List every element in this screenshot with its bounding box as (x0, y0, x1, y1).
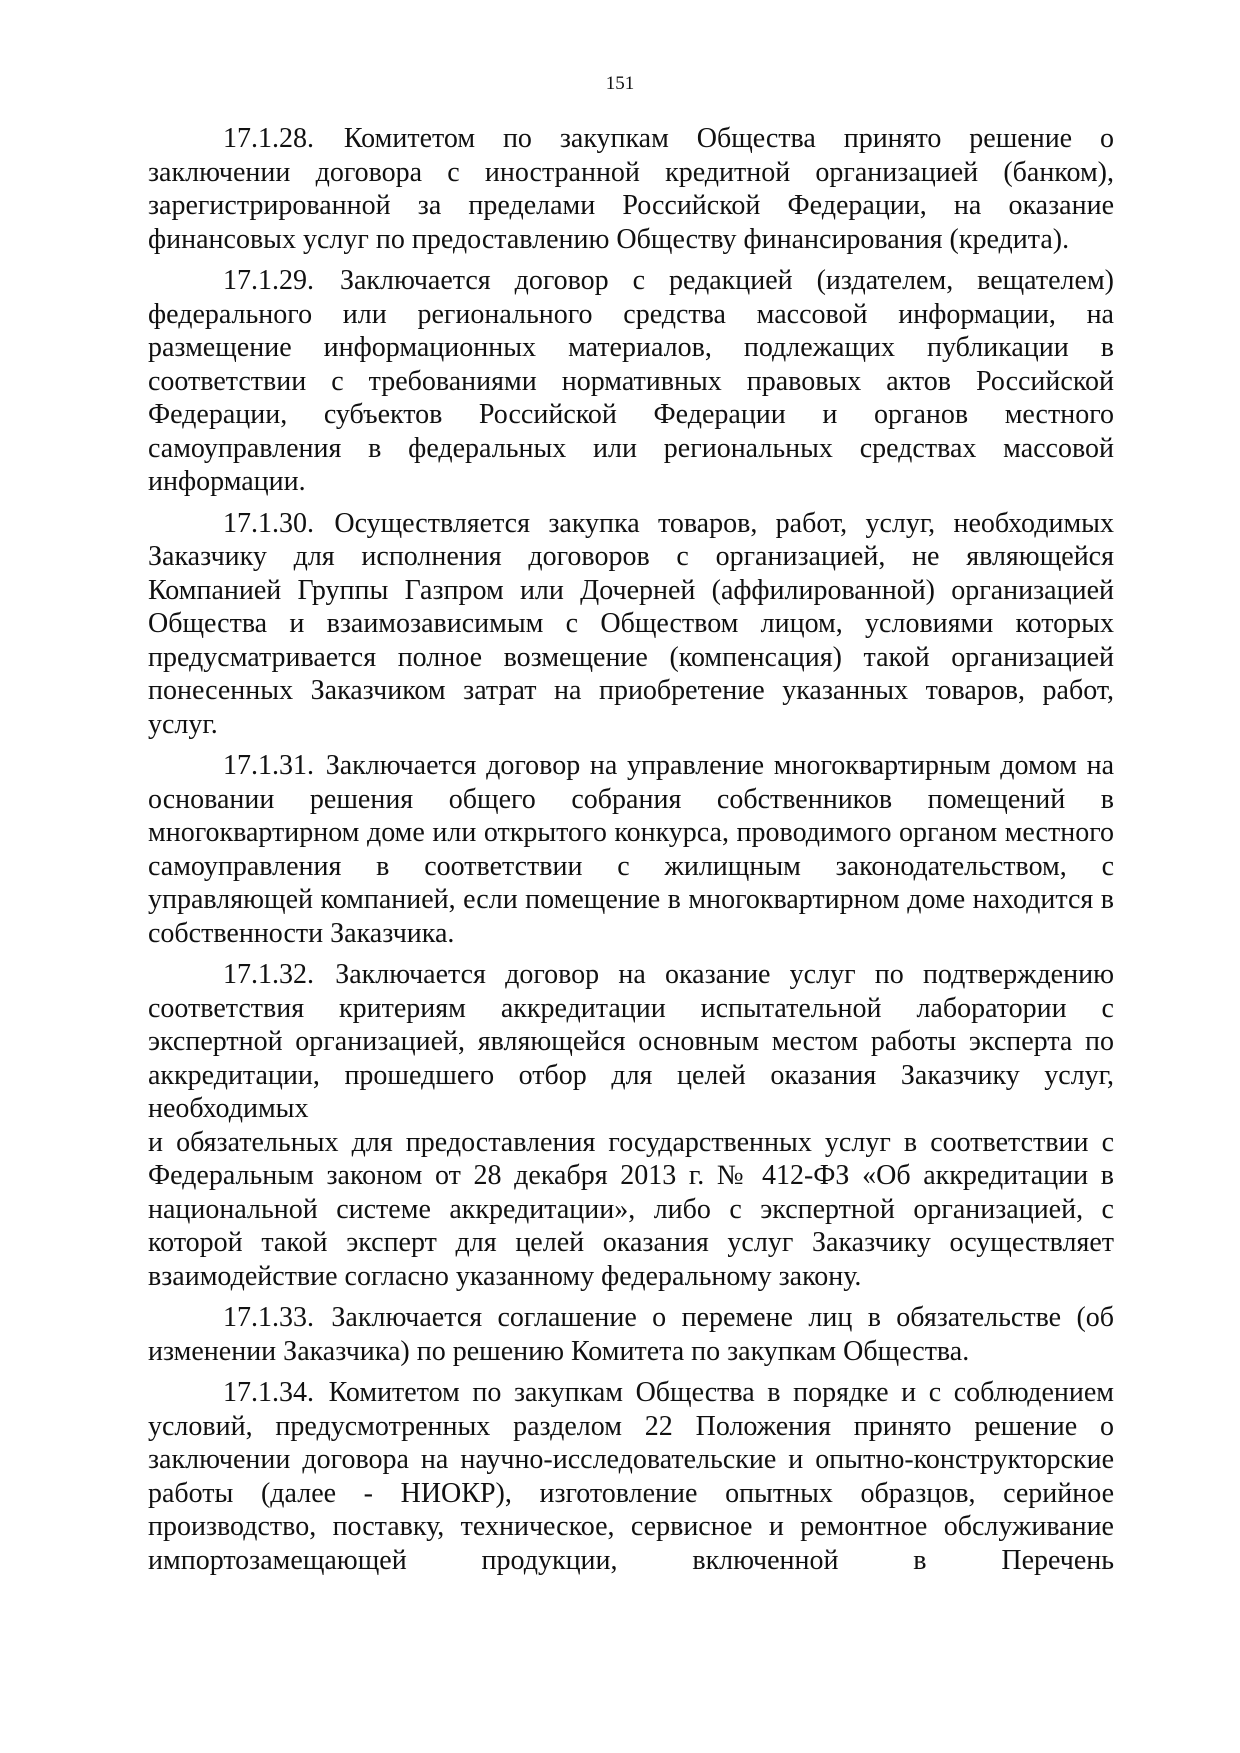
clause-number: 17.1.29. (223, 265, 314, 296)
clause-text: Заключается договор с редакцией (издателем, вещателем) федерального или регионального средства массовой информации, на размещение информационных материалов, подлежащих публикации в соответствии с требованиями нормативных правовых актов Российской Федерации, субъектов Российской Федерации и органов местного самоуправления в федеральных или региональных средствах массовой информации. (148, 265, 1114, 497)
clause-text: Осуществляется закупка товаров, работ, услуг, необходимых Заказчику для исполнения договоров с организацией, не являющейся Компанией Группы Газпром или Дочерней (аффилированной) организацией Общества и взаимозависимым с Обществом лицом, условиями которых предусматривается полное возмещение (компенсация) такой организацией понесенных Заказчиком затрат на приобретение указанных товаров, работ, услуг. (148, 507, 1114, 740)
clause-number: 17.1.33. (223, 1302, 314, 1333)
clause-number: 17.1.34. (223, 1377, 314, 1408)
clause-number: 17.1.32. (223, 959, 314, 990)
paragraph-17-1-33 (148, 1301, 1114, 1368)
clause-text: Комитетом по закупкам Общества принято решение о заключении договора с иностранной кредитной организацией (банком), зарегистрированной за пределами Российской Федерации, на оказание финансовых услуг по предоставлению Обществу финансирования (кредита). (148, 123, 1114, 255)
clause-text-continuation: и обязательных для предоставления государственных услуг в соответствии с Федеральным законом от 28 декабря 2013 г. № 412-ФЗ «Об аккредитации в национальной системе аккредитации», либо с экспертной организацией, с которой такой эксперт для целей оказания услуг Заказчику осуществляет взаимодействие согласно указанному федеральному закону. (148, 1126, 1114, 1292)
page-number: 151 (605, 73, 635, 94)
document-body (148, 122, 1114, 1585)
clause-text: Заключается договор на оказание услуг по подтверждению соответствия критериям аккредитации испытательной лаборатории с экспертной организацией, являющейся основным местом работы эксперта по аккредитации, прошедшего отбор для целей оказания Заказчику услуг, необходимых (148, 959, 1115, 1124)
paragraph-17-1-30 (148, 507, 1114, 742)
clause-text: Комитетом по закупкам Общества в порядке и с соблюдением условий, предусмотренных разделом 22 Положения принято решение о заключении договора на научно-исследовательские и опытно-конструкторские работы (далее - НИОКР), изготовление опытных образцов, серийное производство, поставку, техническое, сервисное и ремонтное обслуживание импортозамещающей продукции, включенной в Перечень (148, 1377, 1114, 1576)
clause-number: 17.1.30. (223, 507, 314, 539)
clause-number: 17.1.31. (223, 750, 314, 781)
paragraph-17-1-29 (148, 264, 1114, 499)
clause-text: Заключается соглашение о перемене лиц в обязательстве (об изменении Заказчика) по решению Комитета по закупкам Общества. (148, 1302, 1115, 1367)
paragraph-17-1-28 (148, 122, 1114, 256)
clause-number: 17.1.28. (223, 123, 314, 154)
paragraph-17-1-32 (148, 958, 1114, 1293)
paragraph-17-1-34 (148, 1376, 1114, 1577)
clause-text: Заключается договор на управление многоквартирным домом на основании решения общего собрания собственников помещений в многоквартирном доме или открытого конкурса, проводимого органом местного самоуправления в соответствии с жилищным законодательством, с управляющей компанией, если помещение в многоквартирном доме находится в собственности Заказчика. (148, 750, 1115, 949)
paragraph-17-1-31 (148, 749, 1114, 950)
